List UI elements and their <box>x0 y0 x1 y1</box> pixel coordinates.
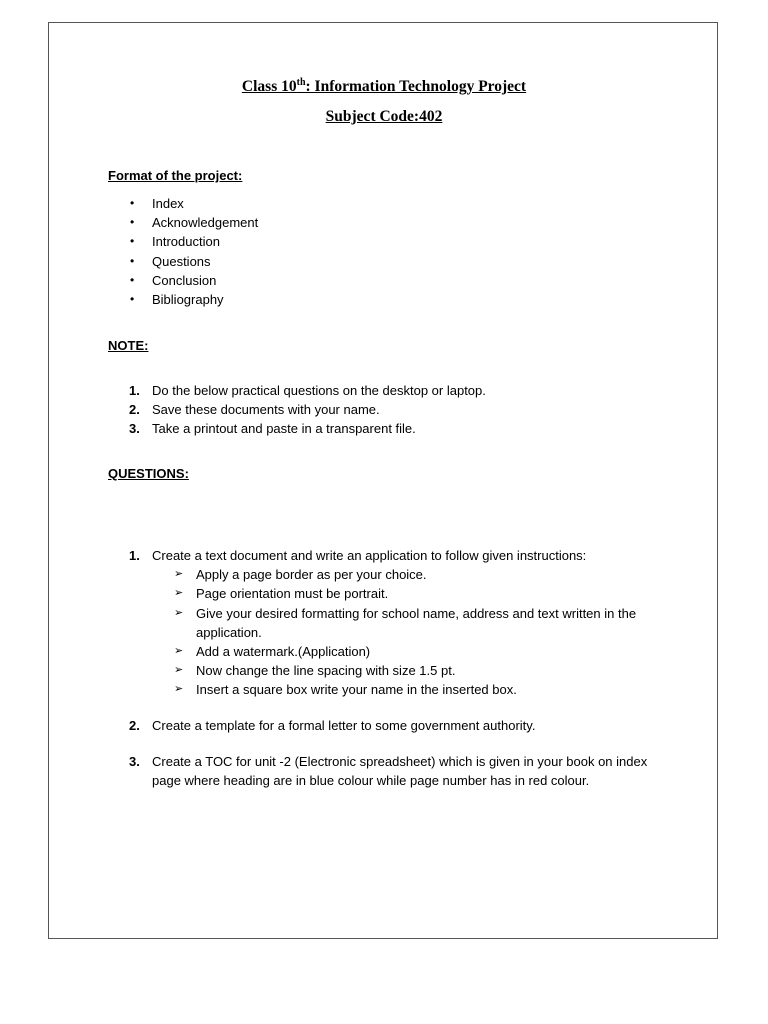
arrow-bullet-icon: ➢ <box>174 645 184 658</box>
list-item: ➢ Insert a square box write your name in the inserted box. <box>152 680 674 699</box>
questions-heading: QUESTIONS: <box>108 466 189 481</box>
arrow-bullet-icon: ➢ <box>174 606 184 619</box>
list-item: 1. Do the below practical questions on the desktop or laptop. <box>129 383 486 398</box>
list-item: • Acknowledgement <box>0 213 258 232</box>
question-item: 3. Create a TOC for unit -2 (Electronic spreadsheet) which is given in your book on index page where heading are in blue colour while page number has in red colour. <box>129 753 648 789</box>
list-item: • Questions <box>0 252 258 271</box>
list-item: • Index <box>0 194 258 213</box>
questions-list <box>0 546 700 790</box>
note-heading: NOTE: <box>108 338 149 353</box>
arrow-bullet-icon: ➢ <box>174 664 184 677</box>
list-item: ➢ Add a watermark.(Application) <box>152 642 674 661</box>
list-item: 2. Save these documents with your name. <box>129 402 380 418</box>
arrow-bullet-icon: ➢ <box>174 587 184 600</box>
note-list <box>0 381 486 439</box>
subject-code: Subject Code:402 <box>325 108 443 125</box>
list-item: • Introduction <box>0 232 258 251</box>
bullet-icon: • <box>130 234 135 249</box>
list-item: • Conclusion <box>0 271 258 290</box>
list-item: ➢ Apply a page border as per your choice. <box>152 565 674 584</box>
document-title: Class 10th: Information Technology Project <box>241 76 527 95</box>
format-heading: Format of the project: <box>108 168 243 183</box>
arrow-bullet-icon: ➢ <box>174 568 184 581</box>
list-item: ➢ Now change the line spacing with size 1.5 pt. <box>152 661 674 680</box>
format-list <box>0 194 258 309</box>
list-item: ➢ Give your desired formatting for school name, address and text written in the application. <box>174 605 637 640</box>
bullet-icon: • <box>130 215 135 230</box>
question-item: 1. Create a text document and write an application to follow given instructions: ➢ Apply a page border as per your choice. ➢ Page orientation must be portrait. ➢ Give your desired formatting for school name, address and text written in the application. ➢ Add a watermark.(Application) ➢ Now change the line spacing with size 1.5 pt. ➢ Insert a square box write your name in the inserted box. <box>0 546 672 700</box>
bullet-icon: • <box>130 253 135 268</box>
list-item: 3. Take a printout and paste in a transparent file. <box>129 421 416 437</box>
list-item: • Bibliography <box>0 290 258 309</box>
arrow-bullet-icon: ➢ <box>174 683 184 696</box>
list-item: ➢ Page orientation must be portrait. <box>152 584 674 603</box>
instruction-list <box>152 565 672 699</box>
bullet-icon: • <box>130 292 135 307</box>
bullet-icon: • <box>130 272 135 287</box>
bullet-icon: • <box>130 196 135 210</box>
question-item: 2. Create a template for a formal letter to some government authority. <box>129 718 536 734</box>
